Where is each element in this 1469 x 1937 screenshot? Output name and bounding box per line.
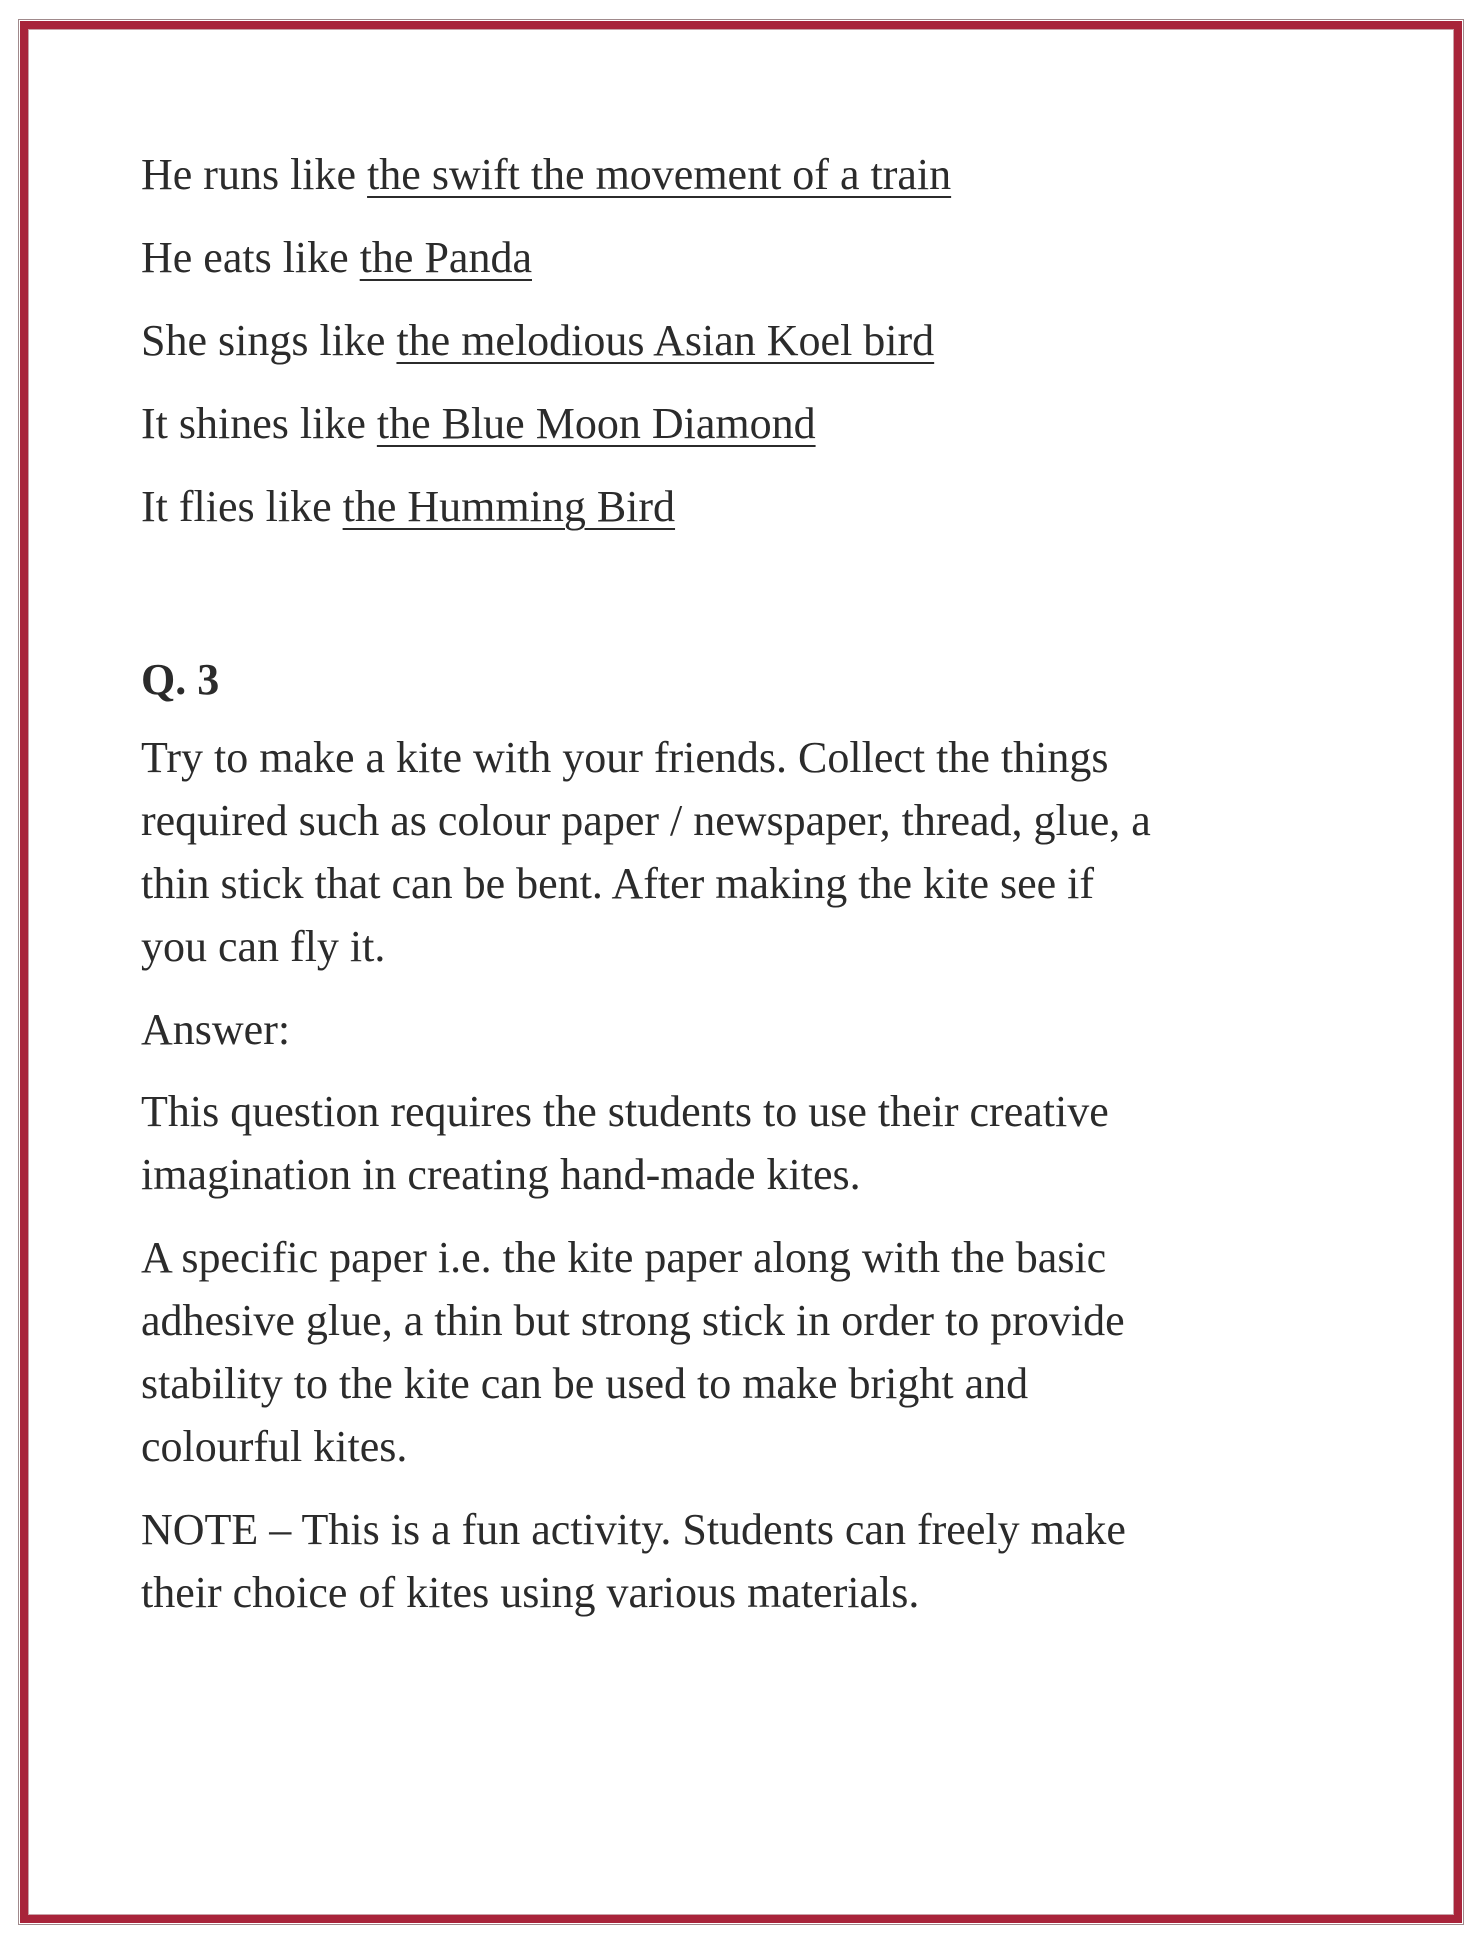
simile-prefix: He eats like	[141, 233, 360, 282]
page-border-inner	[28, 29, 1454, 1915]
simile-line	[141, 150, 952, 199]
simile-line	[141, 399, 816, 448]
simile-prefix: It shines like	[141, 399, 377, 448]
simile-answer: the swift the movement of a train	[367, 150, 952, 199]
question-line: you can fly it.	[141, 922, 386, 971]
simile-prefix: She sings like	[141, 316, 397, 365]
answer-label: Answer:	[141, 1005, 291, 1054]
answer-line: colourful kites.	[141, 1422, 408, 1471]
note-line: NOTE – This is a fun activity. Students can freely make	[141, 1505, 1126, 1554]
simile-line	[141, 316, 935, 365]
simile-answer: the Panda	[359, 233, 532, 282]
answer-line: A specific paper i.e. the kite paper along with the basic	[141, 1233, 1107, 1282]
simile-answer: the Humming Bird	[342, 482, 676, 531]
question-line: Try to make a kite with your friends. Collect the things	[141, 733, 1109, 782]
simile-answer: the Blue Moon Diamond	[376, 399, 816, 448]
question-number: Q. 3	[141, 655, 220, 704]
simile-line	[141, 233, 532, 282]
simile-prefix: He runs like	[141, 150, 368, 199]
question-line: thin stick that can be bent. After making the kite see if	[141, 859, 1095, 908]
answer-line: adhesive glue, a thin but strong stick in order to provide	[141, 1296, 1125, 1345]
simile-answer: the melodious Asian Koel bird	[396, 316, 935, 365]
answer-line: imagination in creating hand-made kites.	[141, 1150, 861, 1199]
question-line: required such as colour paper / newspaper, thread, glue, a	[141, 796, 1151, 845]
simile-line	[141, 482, 676, 531]
simile-prefix: It flies like	[141, 482, 343, 531]
answer-line: stability to the kite can be used to make bright and	[141, 1359, 1029, 1408]
answer-line: This question requires the students to use their creative	[141, 1087, 1109, 1136]
note-line: their choice of kites using various materials.	[141, 1568, 920, 1617]
